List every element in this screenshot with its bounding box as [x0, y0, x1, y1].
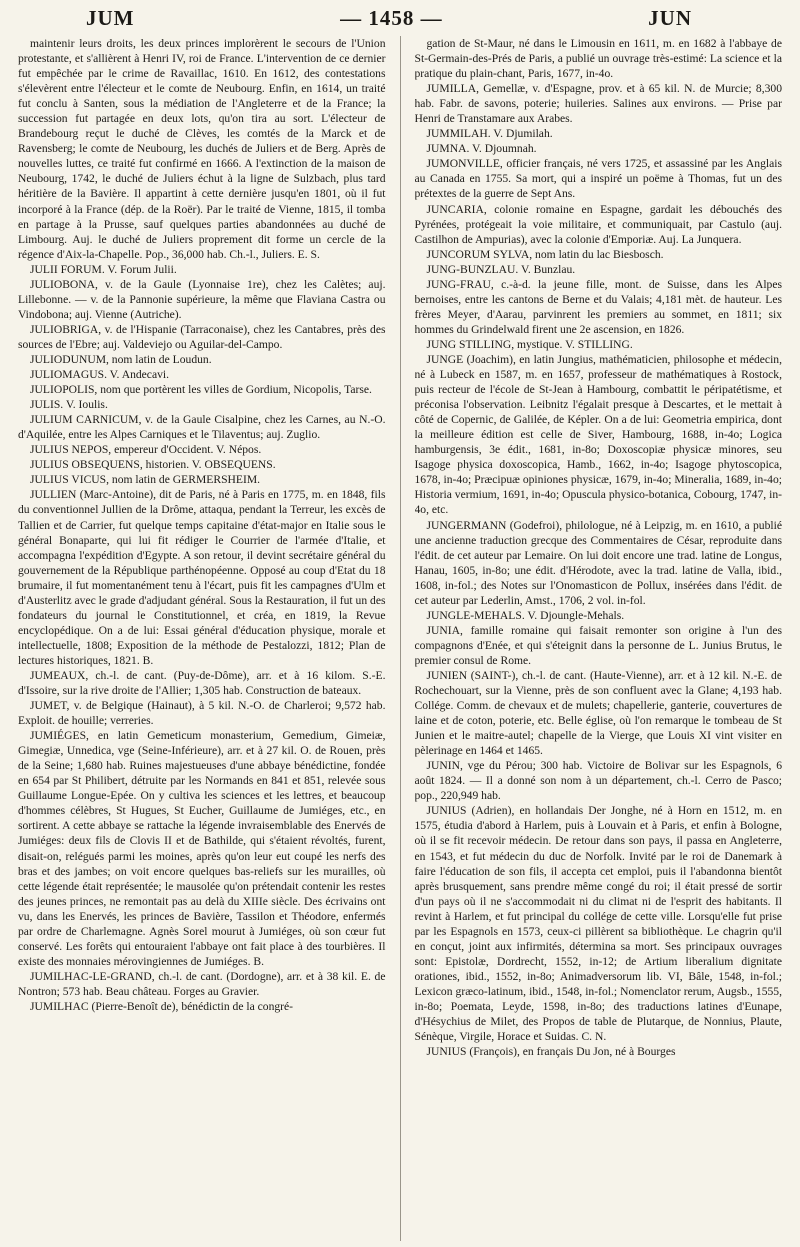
dictionary-entry: JULIUM CARNICUM, v. de la Gaule Cisalpine, chez les Carnes, au N.-O. d'Aquilée, entre les Alpes Carniques et le Tilaventus; auj. Zuglio. [18, 413, 386, 442]
dictionary-entry: JULII FORUM. V. Forum Julii. [30, 262, 177, 276]
dictionary-entry: JULIS. V. Ioulis. [30, 398, 108, 412]
dictionary-entry: maintenir leurs droits, les deux princes implorèrent le secours de l'Union protestante, et s'allièrent à Henri IV, roi de France. L'intervention de ce dernier fut empêchée par le crime de Ravaillac, 1610. En 1612, des contestations s'élevèrent entre l'électeur et le comte de Neubourg. Enfin, en 1614, un traité fut conclu à Santen, sous la médiation de l'Angleterre et de la France; la succession fut partagée en deux lots, qu'on tira au sort. L'électeur de Brandebourg reçut le duché de Clèves, les comtés de la Marck et de Ravensberg; le comte de Neubourg, les duchés de Juliers et de Berg. Après de nouvelles luttes, ce traité fut confirmé en 1666. A l'extinction de la maison de Neubourg, 1742, le duché de Juliers échut à la ligne de Sulzbach, plus tard héritière de la Bavière. Il appartint à cette dernière jusqu'en 1801, où il fut incorporé à la France (dép. de la Roër). Par le traité de Vienne, 1815, il tomba en partage à la Prusse, sauf quelques parties abandonnées au duché de Limbourg. Auj. le duché de Juliers proprement dit forme un cercle de la régence d'Aix-la-Chapelle. Pop., 36,000 hab. Ch.-l., Juliers. E. S. [18, 37, 386, 261]
dictionary-entry: JUMILLA, Gemellæ, v. d'Espagne, prov. et à 65 kil. N. de Murcie; 8,300 hab. Fabr. de savons, poterie; huileries. Salines aux environs. — Prise par Henri de Transtamare aux Arabes. [414, 82, 782, 126]
dictionary-entry: JUNIEN (SAINT-), ch.-l. de cant. (Haute-Vienne), arr. et à 12 kil. N.-E. de Rochechouart, sur la Vienne, près de son confluent avec la Glane; 4,193 hab. Collége. Comm. de chevaux et de mulets; chapellerie, ganterie, couvertures de laine et de coton, poterie, etc. Belle église, où l'on remarque le tombeau de St Junien et le maitre-autel; chapelle de la Vierge, que Louis XI vint visiter en pèlerinage en 1464 et 1465. [414, 668, 782, 758]
dictionary-entry: JUNIUS (François), en français Du Jon, né à Bourges [426, 1045, 676, 1059]
dictionary-entry: JUMIÉGES, en latin Gemeticum monasterium, Gemedium, Gimeiæ, Gimegiæ, Unnedica, vge (Seine-Inférieure), arr. et à 27 kil. O. de Rouen, près de la Seine; 1,680 hab. Ruines majestueuses d'une abbaye bénédictine, fondée en 654 par St Philibert, détruite par les Normands en 841 et 851, relevée sous Guillaume Longue-Epée. On y cultiva les sciences et les lettres, et beaucoup d'hommes célèbres, St Hugues, St Eucher, Guillaume de Jumiéges, etc., en sortirent. A cette abbaye se rattache la légende invraisemblable des Enervés de Jumiéges: deux fils de Clovis II et de Bathilde, qui s'étaient révoltés, furent, disait-on, relégués parmi les moines, après qu'on leur eut coupé les nerfs des bras et des jambes; on voit encore quelques bas-reliefs sur les murailles, où cette légende était représentée; le mausolée qu'on prétendait contenir les restes des jeunes princes, ne remontait pas au delà du XIIIe siècle. Des écrivains ont vu, dans les Enervés, les princes de Bavière, Tassilon et Théodore, enfermés par ordre de Charlemagne. Agnès Sorel mourut à Jumiéges, où son cœur fut conservé. Les forêts qui entouraient l'abbaye ont fait place à des tourbières. Il existe des monnaies mérovingiennes de Jumiéges. B. [18, 729, 386, 968]
dictionary-entry: JULIODUNUM, nom latin de Loudun. [30, 352, 212, 366]
dictionary-entry: JUNG STILLING, mystique. V. STILLING. [426, 337, 633, 351]
dictionary-entry: JULIOMAGUS. V. Andecavi. [30, 368, 170, 382]
dictionary-entry: JULIUS OBSEQUENS, historien. V. OBSEQUENS. [30, 458, 276, 472]
header-left-guide-word: JUM [86, 6, 135, 30]
dictionary-entry: JUMONVILLE, officier français, né vers 1725, et assassiné par les Anglais au Canada en 1755. Sa mort, qui a inspiré un poëme à Thomas, fut un des prétextes de la guerre de Sept Ans. [414, 157, 782, 201]
two-column-body [18, 36, 782, 1241]
page-number: — 1458 — [340, 6, 443, 30]
dictionary-entry: JULLIEN (Marc-Antoine), dit de Paris, né à Paris en 1775, m. en 1848, fils du conventionnel Jullien de la Drôme, attaqua, pendant la Terreur, les excès de Tallien et de Carrier, fut quelque temps capitaine d'état-major en Italie sous le général Bonaparte, qui lui fit rédiger le Courrier de l'armée d'Italie, et accompagna l'expédition d'Egypte. A son retour, il devint secrétaire général du gouvernement de la République parthénopéenne. Opposé au coup d'Etat du 18 brumaire, il fut momentanément tenu à l'écart, puis fit les campagnes d'Ulm et d'Austerlitz avec le grade d'adjudant général. Sous la Restauration, il fut un des fondateurs du journal le Constitutionnel, et créa, en 1819, la Revue encyclopédique. On a de lui: Essai général d'éducation physique, morale et intellectuelle, 1808; Exposition de la méthode de Pestalozzi, 1812; Plan de lectures historiques, 1821. B. [18, 488, 386, 667]
dictionary-entry: JUNG-FRAU, c.-à-d. la jeune fille, mont. de Suisse, dans les Alpes bernoises, entre les cantons de Berne et du Valais; 4,181 mèt. de hauteur. Les frères Meyer, d'Aarau, parvinrent les premiers au sommet, en 1811; six hommes du Grindelwald firent une 2e ascension, en 1826. [414, 277, 782, 336]
dictionary-entry: gation de St-Maur, né dans le Limousin en 1611, m. en 1682 à l'abbaye de St-Germain-des-Prés de Paris, a publié un ouvrage très-estimé: La science et la pratique du plain-chant, Paris, 1677, in-4o. [414, 37, 782, 81]
dictionary-entry: JUMEAUX, ch.-l. de cant. (Puy-de-Dôme), arr. et à 16 kilom. S.-E. d'Issoire, sur la rive droite de l'Allier; 1,305 hab. Construction de bateaux. [18, 668, 386, 698]
dictionary-entry: JULIOBRIGA, v. de l'Hispanie (Tarraconaise), chez les Cantabres, près des sources de l'Ebre; auj. Valdeviejo ou Aguilar-del-Campo. [18, 322, 386, 351]
dictionary-entry: JUNGLE-MEHALS. V. Djoungle-Mehals. [426, 608, 625, 622]
dictionary-entry: JUNCARIA, colonie romaine en Espagne, gardait les débouchés des Pyrénées, protégeait la voie militaire, et communiquait, par Castulo (auj. Castilhon de Ampurias), avec la colonie d'Emporiæ. Auj. La Junquera. [414, 202, 782, 246]
column-divider [400, 36, 401, 1241]
left-column [18, 36, 386, 1241]
right-column [415, 36, 783, 1241]
dictionary-entry: JUNCORUM SYLVA, nom latin du lac Biesbosch. [426, 247, 664, 261]
dictionary-entry: JUNIN, vge du Pérou; 300 hab. Victoire de Bolivar sur les Espagnols, 6 août 1824. — Il a donné son nom à un département, ch.-l. Cerro de Pasco; pop., 220,949 hab. [414, 759, 782, 803]
dictionary-entry: JUNGE (Joachim), en latin Jungius, mathématicien, philosophe et médecin, né à Lubeck en 1587, m. en 1657, professeur de mathématiques à Rostock, puis recteur de l'école de St-Jean à Hambourg, combattit le péripatétisme, et préconisa l'observation. Leibnitz l'égalait presque à Descartes, et le mettait à côté de Copernic, de Galilée, de Képler. On a de lui: Geometria empirica, dont la meilleure édition est celle de Siver, Hambourg, 1688, in-4o; Logica hamburgensis, 3e édit., 1681, in-8o; Doxoscopiæ physicæ minores, seu Isagoge physica doxoscopica, Hamb., 1662, in-4o; Isagoge phytoscopica, 1678, in-4o; Præcipuæ opiniones physicæ, 1679, in-4o; Mineralia, 1689, in-4o; Historia vermium, 1691, in-4o; Opuscula physico-botanica, Cobourg, 1747, in-4o, etc. [414, 352, 782, 517]
page-header [18, 6, 782, 32]
dictionary-entry: JULIUS VICUS, nom latin de GERMERSHEIM. [30, 473, 261, 487]
dictionary-entry: JUMILHAC-LE-GRAND, ch.-l. de cant. (Dordogne), arr. et à 38 kil. E. de Nontron; 573 hab. Beau château. Forges au Gravier. [18, 969, 386, 998]
dictionary-entry: JUMILHAC (Pierre-Benoît de), bénédictin de la congré- [30, 1000, 294, 1013]
dictionary-entry: JUMNA. V. Djoumnah. [426, 142, 537, 156]
dictionary-entry: JULIOBONA, v. de la Gaule (Lyonnaise 1re), chez les Calètes; auj. Lillebonne. — v. de la Pannonie supérieure, la même que Flaviana Castra ou Vindobona; auj. Vienne (Autriche). [18, 277, 386, 321]
dictionary-entry: JULIUS NEPOS, empereur d'Occident. V. Népos. [30, 443, 262, 457]
header-right-guide-word: JUN [648, 6, 692, 30]
dictionary-entry: JUNIUS (Adrien), en hollandais Der Jonghe, né à Horn en 1512, m. en 1575, étudia d'abord à Harlem, puis à Louvain et à Paris, et enfin à Bologne, où il se fit recevoir médecin. De retour dans son pays, il passa en Angleterre, en 1543, et fut médecin du duc de Norfolk. Invité par le roi de Danemark à faire l'éducation de son fils, il accepta cet emploi, puis il l'abandonna bientôt après brusquement, sans prendre même congé du roi; il était pressé de sortir d'un pays où il ne s'accommodait ni du climat ni de l'esprit des habitants. Il revint à Harlem, et fut principal du collége de cette ville. Lorsqu'elle fut prise par les Espagnols en 1573, ceux-ci pillèrent sa bibliothèque. Le chagrin qu'il en conçut, joint aux infirmités, détermina sa mort. Ses principaux ouvrages sont: Epistolæ, Dordrecht, 1552, in-12; de Artium liberalium dignitate orationes, ibid., 1552, in-8o; Animadversorum lib. VI, Bâle, 1548, in-fol.; Lexicon græco-latinum, ibid., 1548, in-fol.; Nomenclator rerum, Augsb., 1555, in-8o; Poemata, Leyde, 1598, in-8o; des traductions latines d'Eunape, d'Hésychius de Milet, des Propos de table de Plutarque, de Nonnius, Plaute, Sénèque, Virgile, Horace et Suidas. C. N. [414, 804, 782, 1044]
dictionary-entry: JULIOPOLIS, nom que portèrent les villes de Gordium, Nicopolis, Tarse. [30, 383, 372, 397]
dictionary-entry: JUNG-BUNZLAU. V. Bunzlau. [426, 262, 576, 276]
dictionary-entry: JUNIA, famille romaine qui faisait remonter son origine à l'un des compagnons d'Enée, et qui s'éteignit dans la personne de L. Junius Brutus, le premier consul de Rome. [414, 623, 782, 667]
dictionary-entry: JUMMILAH. V. Djumilah. [426, 127, 553, 141]
dictionary-entry: JUMET, v. de Belgique (Hainaut), à 5 kil. N.-O. de Charleroi; 9,572 hab. Exploit. de houille; verreries. [18, 699, 386, 728]
dictionary-entry: JUNGERMANN (Godefroi), philologue, né à Leipzig, m. en 1610, a publié une ancienne traduction grecque des Commentaires de César, reproduite dans l'édit. de cet auteur par Lemaire. On lui doit encore une trad. latine de Longus, Hanau, 1605, in-8o; une édit. d'Hérodote, avec la trad. latine de Valla, ibid., 1608, in-fol.; des Notes sur l'Onomasticon de Pollux, insérées dans l'édit. de cet auteur par Lederlin, Amst., 1706, 2 vol. in-fol. [414, 518, 782, 607]
